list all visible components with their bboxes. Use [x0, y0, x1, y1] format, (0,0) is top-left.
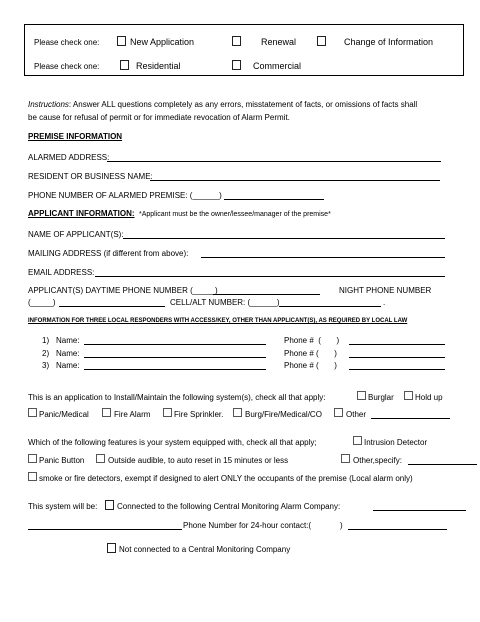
responder-1-name-field[interactable] — [84, 335, 266, 345]
monitoring-company-field[interactable] — [373, 501, 466, 511]
day-phone-field[interactable] — [213, 285, 320, 295]
other-system-field[interactable] — [371, 409, 450, 419]
burg-fire-medical-co-label: Burg/Fire/Medical/CO — [245, 410, 322, 419]
intrusion-detector-label: Intrusion Detector — [364, 438, 428, 447]
other-feature-field[interactable] — [408, 455, 477, 465]
smoke-detectors-label: smoke or fire detectors, exempt if designed to alert ONLY the occupants of the premise (Local alarm only) — [39, 474, 413, 483]
monitoring-company-name-field[interactable] — [28, 520, 182, 530]
other-feature-checkbox[interactable] — [341, 454, 350, 463]
other-feature-label: Other,specify: — [353, 456, 402, 465]
new-application-checkbox[interactable] — [117, 36, 126, 46]
responder-2-name-field[interactable] — [84, 348, 266, 358]
email-label: EMAIL ADDRESS: — [28, 268, 95, 277]
responder-2-num: 2) — [42, 349, 50, 358]
smoke-detectors-checkbox[interactable] — [28, 472, 37, 481]
resident-name-field[interactable] — [150, 171, 440, 181]
other-system-checkbox[interactable] — [334, 408, 343, 417]
cell-number-field[interactable] — [279, 297, 381, 307]
cell-period: . — [383, 298, 386, 307]
commercial-checkbox[interactable] — [232, 60, 241, 70]
burglar-checkbox[interactable] — [357, 391, 366, 400]
residential-checkbox[interactable] — [120, 60, 129, 70]
mailing-address-field[interactable] — [201, 248, 445, 258]
panic-medical-label: Panic/Medical — [39, 410, 89, 419]
applicant-heading: APPLICANT INFORMATION: — [28, 209, 135, 218]
premise-phone-label: PHONE NUMBER OF ALARMED PREMISE: (______) — [28, 191, 222, 200]
not-connected-label: Not connected to a Central Monitoring Company — [119, 545, 291, 554]
night-phone-area: (_____) — [28, 298, 56, 307]
instructions-line-2: be cause for refusal of permit or for immediate revocation of Alarm Permit. — [28, 113, 290, 122]
responders-heading: INFORMATION FOR THREE LOCAL RESPONDERS WITH ACCESS/KEY, OTHER THAN APPLICANT(S), AS REQUIRED BY LOCAL LAW — [28, 318, 408, 324]
responder-1-phone-label: Phone # ( ) — [284, 336, 340, 345]
other-system-label: Other — [346, 410, 367, 419]
responder-2-name-label: Name: — [56, 349, 80, 358]
fire-alarm-label: Fire Alarm — [114, 410, 151, 419]
instructions-line-1: Instructions: Answer ALL questions completely as any errors, misstatement of facts, or omissions of facts shall — [28, 100, 418, 109]
intrusion-detector-checkbox[interactable] — [353, 436, 362, 445]
fire-sprinkler-label: Fire Sprinkler. — [174, 410, 224, 419]
new-application-label: New Application — [130, 37, 195, 47]
alarmed-address-label: ALARMED ADDRESS: — [28, 153, 110, 162]
applicant-heading-line — [28, 209, 331, 218]
renewal-label: Renewal — [261, 37, 297, 47]
fire-sprinkler-checkbox[interactable] — [163, 408, 172, 417]
mailing-address-label: MAILING ADDRESS (if different from above): — [28, 249, 189, 258]
responder-2-phone-field[interactable] — [349, 348, 445, 358]
panic-medical-checkbox[interactable] — [28, 408, 37, 417]
fire-alarm-checkbox[interactable] — [102, 408, 111, 417]
change-of-information-checkbox[interactable] — [317, 36, 326, 46]
responder-3-name-label: Name: — [56, 361, 80, 370]
responder-1-num: 1) — [42, 336, 50, 345]
responder-3-phone-label: Phone # ( ) — [284, 361, 337, 370]
alarmed-address-field[interactable] — [107, 152, 441, 162]
resident-name-label: RESIDENT OR BUSINESS NAME: — [28, 172, 153, 181]
applicant-name-label: NAME OF APPLICANT(S): — [28, 230, 124, 239]
check-one-label-2: Please check one: — [34, 62, 100, 71]
responder-3-num: 3) — [42, 361, 50, 370]
responder-2-phone-label: Phone # ( ) — [284, 349, 337, 358]
features-intro: Which of the following features is your system equipped with, check all that apply; — [28, 438, 317, 447]
day-phone-label: APPLICANT(S) DAYTIME PHONE NUMBER (_____) — [28, 286, 218, 295]
email-field[interactable] — [95, 267, 445, 277]
night-phone-field[interactable] — [59, 297, 165, 307]
connected-checkbox[interactable] — [105, 500, 114, 510]
outside-audible-label: Outside audible, to auto reset in 15 minutes or less — [108, 456, 289, 465]
outside-audible-checkbox[interactable] — [96, 454, 105, 463]
connected-label: Connected to the following Central Monitoring Alarm Company: — [117, 502, 341, 511]
systems-intro: This is an application to Install/Maintain the following system(s), check all that apply: — [28, 393, 326, 402]
not-connected-checkbox[interactable] — [107, 543, 116, 553]
commercial-label: Commercial — [253, 61, 302, 71]
responder-3-phone-field[interactable] — [349, 360, 445, 370]
premise-phone-field[interactable] — [224, 190, 324, 200]
responder-3-name-field[interactable] — [84, 360, 266, 370]
burglar-label: Burglar — [368, 393, 394, 402]
change-of-information-label: Change of Information — [344, 37, 434, 47]
applicant-note: *Applicant must be the owner/lessee/manager of the premise* — [138, 211, 331, 218]
instructions-lead: Instructions — [28, 100, 69, 109]
panic-button-checkbox[interactable] — [28, 454, 37, 463]
check-one-label-1: Please check one: — [34, 38, 100, 47]
residential-label: Residential — [136, 61, 181, 71]
hold-up-checkbox[interactable] — [404, 391, 413, 400]
renewal-checkbox[interactable] — [232, 36, 241, 46]
cell-number-label: CELL/ALT NUMBER: (______) — [170, 298, 280, 307]
panic-button-label: Panic Button — [39, 456, 85, 465]
responder-1-name-label: Name: — [56, 336, 80, 345]
contact-phone-label: Phone Number for 24-hour contact:( — [183, 521, 312, 530]
night-phone-label: NIGHT PHONE NUMBER — [339, 286, 432, 295]
premise-heading: PREMISE INFORMATION — [28, 132, 123, 141]
responder-1-phone-field[interactable] — [349, 335, 445, 345]
contact-phone-close-paren: ) — [340, 521, 343, 530]
hold-up-label: Hold up — [415, 393, 443, 402]
applicant-name-field[interactable] — [123, 229, 445, 239]
contact-phone-field[interactable] — [348, 520, 447, 530]
burg-fire-medical-co-checkbox[interactable] — [233, 408, 242, 417]
monitoring-intro: This system will be: — [28, 502, 98, 511]
